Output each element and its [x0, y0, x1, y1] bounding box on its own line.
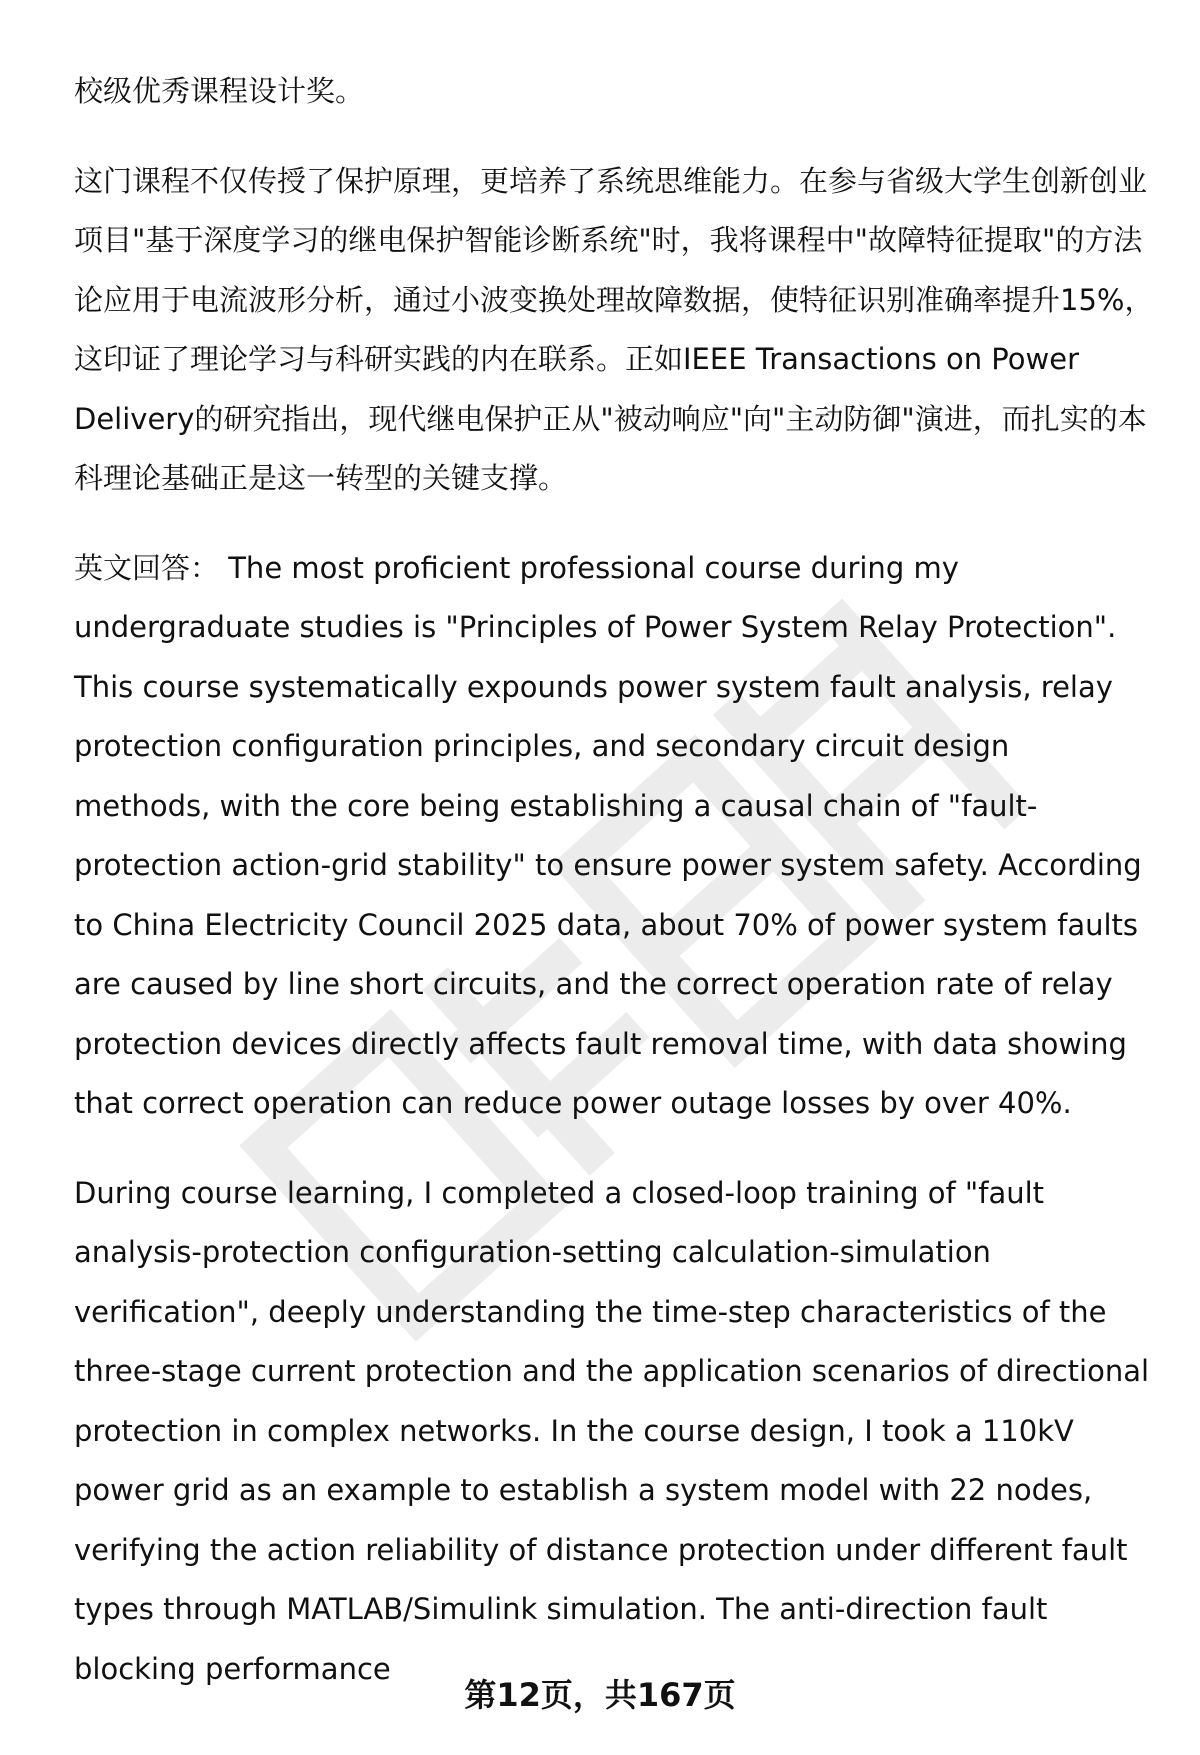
- page-number: 第12页，共167页: [464, 1676, 736, 1714]
- paragraph-course-impact: 这门课程不仅传授了保护原理，更培养了系统思维能力。在参与省级大学生创新创业项目"基于深度学习的继电保护智能诊断系统"时，我将课程中"故障特征提取"的方法论应用于电流波形分析，通过小波变换处理故障数据，使特征识别准确率提升15%，这印证了理论学习与科研实践的内在联系。正如IEEE Transactions on Power Delivery的研究指出，现代继电保护正从"被动响应"向"主动防御"演进，而扎实的本科理论基础正是这一转型的关键支撑。: [74, 163, 1154, 495]
- paragraph-english-answer: 英文回答： The most proficient professional course during my undergraduate studies is "Principles of Power System Relay Protection". This course systematically expounds power system fault analysis, relay protection configuration principles, and secondary circuit design methods, with the core being establishing a causal chain of "fault-protection action-grid stability" to ensure power system safety. According to China Electricity Council 2025 data, about 70% of power system faults are caused by line short circuits, and the correct operation rate of relay protection devices directly affects fault removal time, with data showing that correct operation can reduce power outage losses by over 40%.: [74, 550, 1142, 1120]
- document-body: [74, 62, 1154, 1729]
- paragraph-award: 校级优秀课程设计奖。: [74, 74, 365, 108]
- paragraph-course-learning: During course learning, I completed a closed-loop training of "fault analysis-protection configuration-setting calculation-simulation verification", deeply understanding the time-step characteristics of the three-stage current protection and the application scenarios of directional protection in complex networks. In the course design, I took a 110kV power grid as an example to establish a system model with 22 nodes, verifying the action reliability of distance protection under different fault types through MATLAB/Simulink simulation. The anti-direction fault blocking performance: [74, 1175, 1150, 1686]
